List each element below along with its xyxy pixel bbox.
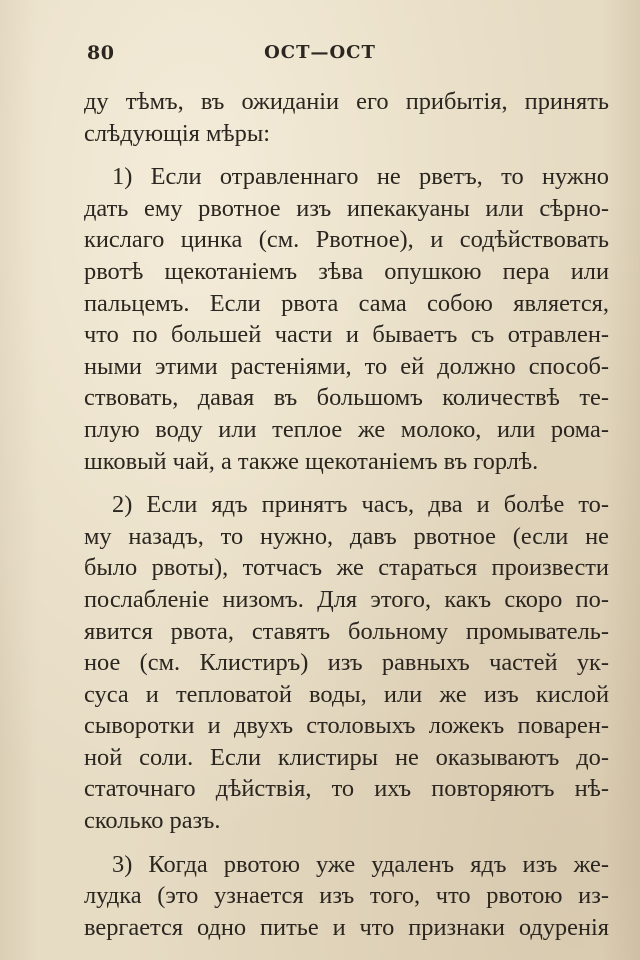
text-line: 3) Когда рвотою уже удаленъ ядъ изъ же- <box>112 850 609 878</box>
text-line: статочнаго дѣйствія, то ихъ повторяютъ нѣ- <box>84 775 609 803</box>
text-line: 1) Если отравленнаго не рветъ, то нужно <box>112 163 609 191</box>
text-line: ду тѣмъ, въ ожиданіи его прибытія, принять <box>84 88 609 115</box>
text-line: явится рвота, ставятъ больному промыватель- <box>84 617 609 645</box>
paragraph-1 <box>84 161 609 477</box>
text-line: сыворотки и двухъ столовыхъ ложекъ поварен- <box>84 712 609 740</box>
body-text <box>84 86 609 943</box>
text-line: ное (см. Клистиръ) изъ равныхъ частей ук- <box>84 649 609 677</box>
page-header <box>0 42 640 72</box>
text-line: сколько разъ. <box>84 807 221 835</box>
text-line: ной соли. Если клистиры не оказываютъ до- <box>84 743 609 771</box>
text-line: 2) Если ядъ принятъ часъ, два и болѣе то- <box>112 491 609 519</box>
text-line: кислаго цинка (см. Рвотное), и содѣйствовать <box>84 226 609 254</box>
text-line: вергается одно питье и что признаки одуренія <box>84 913 609 941</box>
paragraph-3 <box>84 849 609 944</box>
text-line: плую воду или теплое же молоко, или рома- <box>84 415 609 443</box>
text-line: дать ему рвотное изъ ипекакуаны или сѣрно- <box>84 194 609 222</box>
running-head: ОСТ—ОСТ <box>264 42 376 63</box>
text-line: пальцемъ. Если рвота сама собою является, <box>84 289 609 317</box>
paragraph-intro <box>84 86 609 149</box>
text-line: послабленіе низомъ. Для этого, какъ скоро по- <box>84 585 609 613</box>
paragraph-2 <box>84 489 609 837</box>
text-line: шковый чай, а также щекотаніемъ въ горлѣ. <box>84 447 539 475</box>
text-line: суса и тепловатой воды, или же изъ кислой <box>84 680 609 708</box>
text-line: лудка (это узнается изъ того, что рвотою из- <box>84 882 609 910</box>
text-line: слѣдующія мѣры: <box>84 119 270 147</box>
page-number: 80 <box>87 42 115 64</box>
text-line: что по большей части и бываетъ съ отравлен- <box>84 321 609 349</box>
text-line: было рвоты), тотчасъ же стараться произвести <box>84 554 609 582</box>
text-line: ствовать, давая въ большомъ количествѣ те- <box>84 384 609 412</box>
text-line: ными этими растеніями, то ей должно способ- <box>84 352 609 380</box>
text-line: рвотѣ щекотаніемъ зѣва опушкою пера или <box>84 257 609 285</box>
text-line: му назадъ, то нужно, давъ рвотное (если не <box>84 522 609 550</box>
